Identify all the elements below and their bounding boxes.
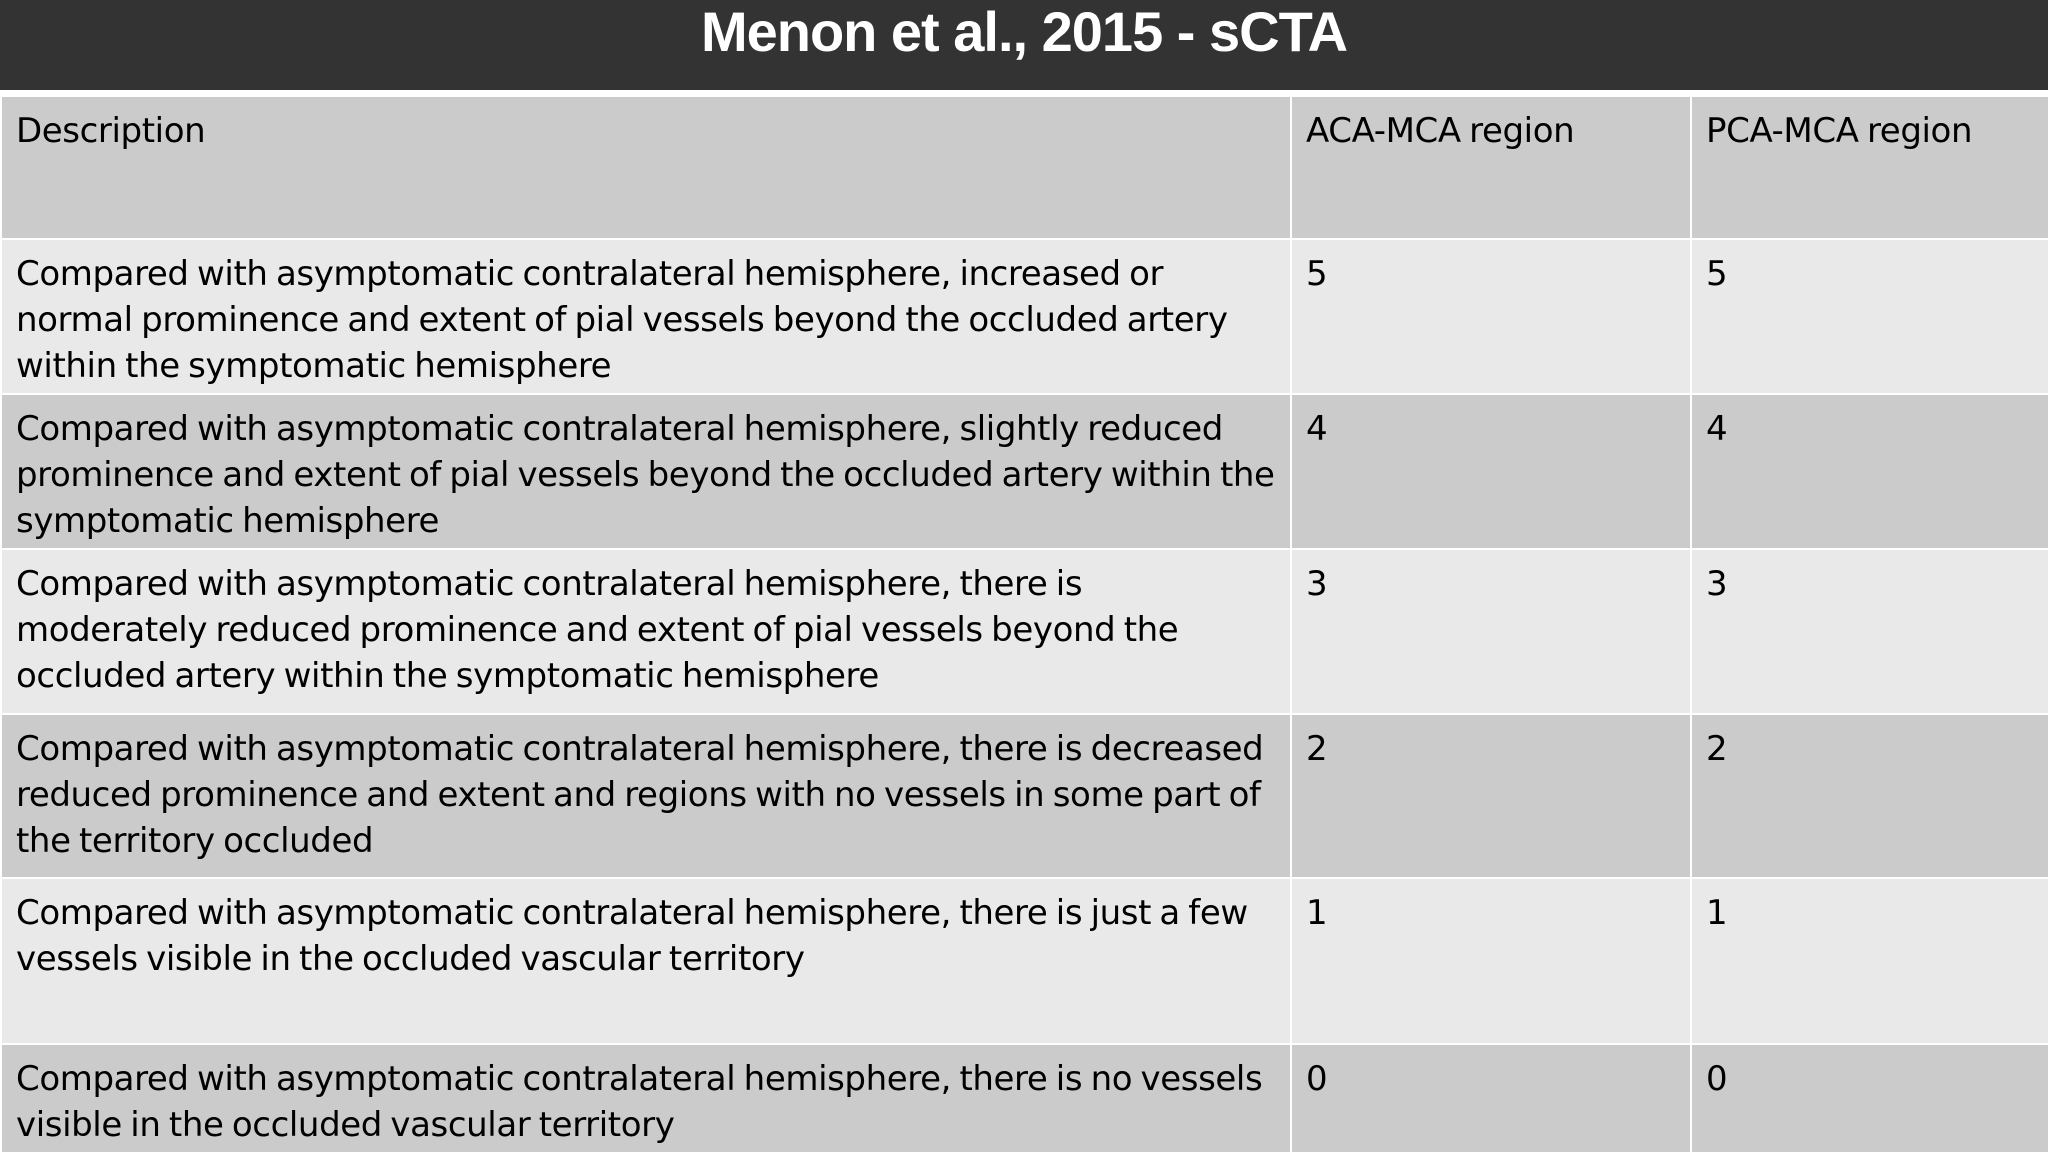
row-aca-mca-score: 2 [1291,714,1691,878]
row-description: Compared with asymptomatic contralateral hemisphere, there is moderately reduced prominence and extent of pial vessels beyond the occluded artery within the symptomatic hemisphere [1,549,1291,714]
slide-title: Menon et al., 2015 - sCTA [700,0,1348,63]
row-description: Compared with asymptomatic contralateral hemisphere, there is decreased reduced prominence and extent and regions with no vessels in some part of the territory occluded [1,714,1291,878]
table-row [1,239,2048,394]
table-row [1,1044,2048,1152]
header-aca-mca-region: ACA-MCA region [1291,96,1691,239]
row-description: Compared with asymptomatic contralateral hemisphere, slightly reduced prominence and extent of pial vessels beyond the occluded artery within the symptomatic hemisphere [1,394,1291,549]
row-pca-mca-score: 3 [1691,549,2048,714]
table-header-row [1,96,2048,239]
row-description: Compared with asymptomatic contralateral hemisphere, there is no vessels visible in the occluded vascular territory [1,1044,1291,1152]
collateral-score-table [0,95,2048,1152]
table-row [1,878,2048,1044]
row-pca-mca-score: 0 [1691,1044,2048,1152]
row-aca-mca-score: 0 [1291,1044,1691,1152]
table-row [1,394,2048,549]
table-row [1,714,2048,878]
row-pca-mca-score: 5 [1691,239,2048,394]
row-pca-mca-score: 2 [1691,714,2048,878]
row-pca-mca-score: 4 [1691,394,2048,549]
title-bar [0,0,2048,94]
row-aca-mca-score: 3 [1291,549,1691,714]
row-aca-mca-score: 5 [1291,239,1691,394]
table-row [1,549,2048,714]
row-description: Compared with asymptomatic contralateral hemisphere, increased or normal prominence and extent of pial vessels beyond the occluded artery within the symptomatic hemisphere [1,239,1291,394]
row-aca-mca-score: 4 [1291,394,1691,549]
header-pca-mca-region: PCA-MCA region [1691,96,2048,239]
row-aca-mca-score: 1 [1291,878,1691,1044]
row-pca-mca-score: 1 [1691,878,2048,1044]
row-description: Compared with asymptomatic contralateral hemisphere, there is just a few vessels visible in the occluded vascular territory [1,878,1291,1044]
header-description: Description [1,96,1291,239]
